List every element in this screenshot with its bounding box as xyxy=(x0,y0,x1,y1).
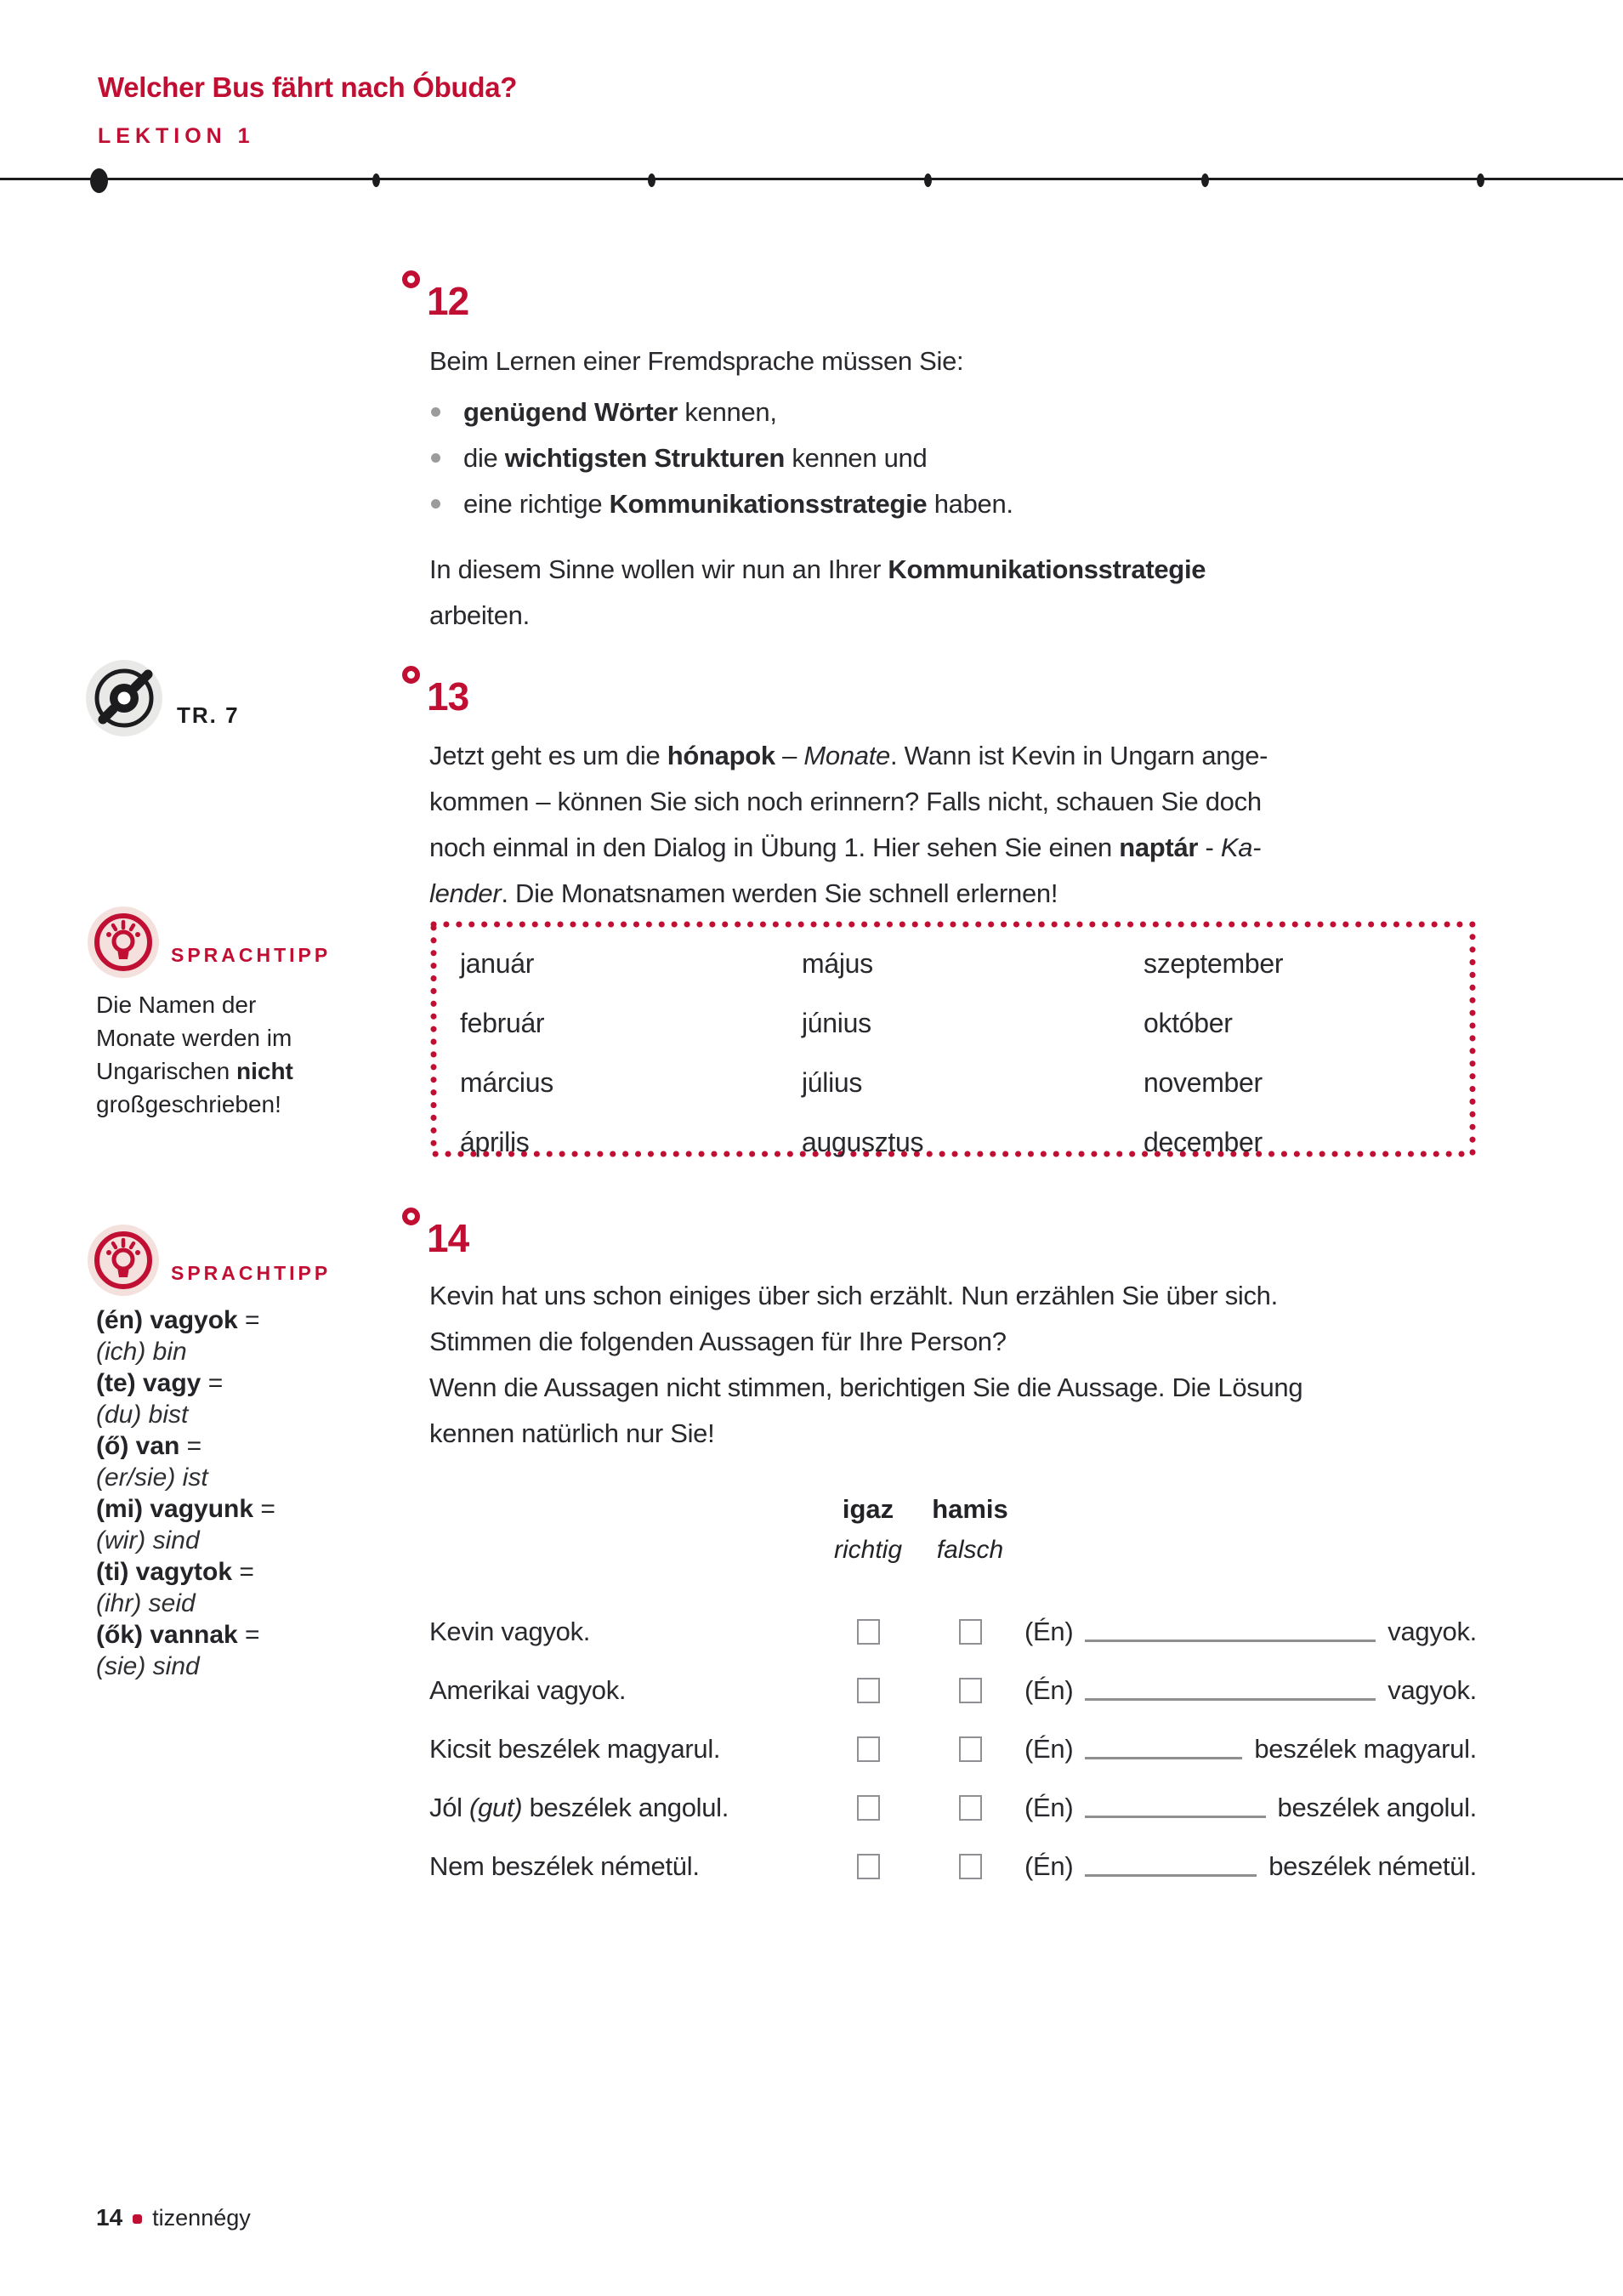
answer-blank[interactable] xyxy=(1085,1640,1376,1642)
bullet-item: die wichtigsten Strukturen kennen und xyxy=(429,435,1013,481)
month-name: április xyxy=(460,1127,530,1157)
page-number: 14 xyxy=(96,2204,123,2231)
conjugation-de: (sie) sind xyxy=(96,1652,200,1680)
sprachtipp-label: SPRACHTIPP xyxy=(171,943,332,966)
month-name: október xyxy=(1143,1008,1233,1038)
sprachtipp-vagyok xyxy=(88,1225,331,1682)
exercise-14-marker xyxy=(402,1206,468,1258)
conjugation-hu: (ti) vagytok = xyxy=(96,1558,254,1586)
conjugation-de: (du) bist xyxy=(96,1401,189,1429)
months-column-3 xyxy=(1143,934,1283,1172)
statement: Nem beszélek németül. xyxy=(429,1850,700,1881)
quiz-row xyxy=(429,1719,1477,1778)
answer-blank[interactable] xyxy=(1085,1874,1257,1877)
quiz-rows xyxy=(429,1602,1477,1895)
exercise-number: 14 xyxy=(427,1216,469,1260)
column-header-falsch: falsch xyxy=(936,1536,1004,1564)
tip-text-line: Monate werden im xyxy=(96,1025,292,1051)
lightbulb-icon xyxy=(88,906,159,978)
conjugation-de: (ihr) seid xyxy=(96,1589,196,1617)
conjugation-hu: (én) vagyok = xyxy=(96,1306,260,1334)
answer-line: (Én) beszélek németül. xyxy=(1024,1850,1477,1881)
month-name: február xyxy=(460,1008,545,1038)
bullet-item: genügend Wörter kennen, xyxy=(429,389,1013,435)
timeline-dot-icon xyxy=(1201,173,1209,187)
checkbox-igaz[interactable] xyxy=(857,1619,880,1645)
conjugation-de: (ich) bin xyxy=(96,1338,187,1366)
month-name: január xyxy=(460,948,535,979)
timeline-dot-icon xyxy=(1477,173,1484,187)
sprachtipp-label: SPRACHTIPP xyxy=(171,1261,332,1284)
month-name: július xyxy=(802,1067,863,1098)
exercise-ring-icon xyxy=(402,270,420,288)
checkbox-hamis[interactable] xyxy=(959,1678,982,1703)
timeline-current-dot-icon xyxy=(90,168,108,193)
month-name: november xyxy=(1143,1067,1263,1098)
column-header-richtig: richtig xyxy=(833,1536,903,1564)
statement: Jól (gut) beszélek angolul. xyxy=(429,1792,729,1822)
month-name: szeptember xyxy=(1143,948,1284,979)
quiz-row xyxy=(429,1661,1477,1719)
bullet-icon xyxy=(431,499,440,509)
tip-text-line: großgeschrieben! xyxy=(96,1091,281,1117)
calendar-box xyxy=(429,920,1477,1158)
exercise-number: 12 xyxy=(427,279,469,323)
dotted-border-icon xyxy=(429,920,1477,1158)
conjugation-hu: (mi) vagyunk = xyxy=(96,1495,275,1523)
answer-blank[interactable] xyxy=(1085,1698,1376,1701)
footer-dot-icon xyxy=(133,2214,142,2224)
lightbulb-icon xyxy=(88,1225,159,1296)
exercise-12-intro: Beim Lernen einer Fremdsprache müssen Sie: xyxy=(429,346,964,376)
answer-line: (Én) beszélek angolul. xyxy=(1024,1792,1477,1822)
chapter-timeline xyxy=(0,178,1623,180)
checkbox-igaz[interactable] xyxy=(857,1854,880,1879)
checkbox-igaz[interactable] xyxy=(857,1736,880,1762)
column-header-hamis: hamis xyxy=(932,1494,1008,1524)
months-column-2 xyxy=(802,934,923,1172)
answer-blank[interactable] xyxy=(1085,1757,1242,1759)
exercise-number: 13 xyxy=(427,674,469,719)
answer-line: (Én) beszélek magyarul. xyxy=(1024,1733,1477,1764)
month-name: május xyxy=(802,948,873,979)
conjugation-hu: (te) vagy = xyxy=(96,1369,224,1397)
page-footer xyxy=(96,2204,251,2231)
checkbox-hamis[interactable] xyxy=(959,1619,982,1645)
month-name: augusztus xyxy=(802,1127,924,1157)
answer-line: (Én) vagyok. xyxy=(1024,1674,1477,1705)
exercise-12-marker xyxy=(402,269,468,321)
audio-track-label: TR. 7 xyxy=(177,702,240,728)
bullet-icon xyxy=(431,407,440,417)
checkbox-hamis[interactable] xyxy=(959,1795,982,1821)
conjugation-de: (er/sie) ist xyxy=(96,1463,208,1492)
bullet-icon xyxy=(431,453,440,463)
page-title: Welcher Bus fährt nach Óbuda? xyxy=(98,71,518,103)
quiz-header xyxy=(429,1488,1477,1570)
tip-text-line: Die Namen der xyxy=(96,992,257,1018)
month-name: december xyxy=(1143,1127,1263,1157)
months-column-1 xyxy=(460,934,553,1172)
month-name: június xyxy=(802,1008,871,1038)
exercise-13-marker xyxy=(402,664,469,719)
quiz-row xyxy=(429,1602,1477,1661)
cd-icon xyxy=(85,659,163,737)
quiz-row xyxy=(429,1837,1477,1895)
lesson-label: LEKTION 1 xyxy=(98,124,255,148)
month-name: március xyxy=(460,1067,553,1098)
exercise-13-text: Jetzt geht es um die hónapok – Monate. Wann ist Kevin in Ungarn ange- kommen – können Sie sich noch erinnern? Falls nicht, schauen Sie doch noch einmal in den Dialog in Übung 1. Hier sehen Sie einen naptár - Ka- lender. Die Monatsnamen werden Sie schnell erlernen! xyxy=(429,741,1268,908)
answer-line: (Én) vagyok. xyxy=(1024,1616,1477,1646)
column-header-igaz: igaz xyxy=(842,1494,894,1524)
audio-track-badge xyxy=(85,659,240,737)
conjugation-de: (wir) sind xyxy=(96,1526,200,1554)
exercise-ring-icon xyxy=(402,1208,420,1225)
timeline-dot-icon xyxy=(372,173,380,187)
quiz-row xyxy=(429,1778,1477,1837)
checkbox-hamis[interactable] xyxy=(959,1736,982,1762)
exercise-ring-icon xyxy=(402,666,420,684)
conjugation-hu: (ők) vannak = xyxy=(96,1621,260,1649)
statement: Kicsit beszélek magyarul. xyxy=(429,1733,721,1764)
timeline-dot-icon xyxy=(648,173,655,187)
timeline-dot-icon xyxy=(924,173,932,187)
checkbox-igaz[interactable] xyxy=(857,1795,880,1821)
page-number-word: tizennégy xyxy=(152,2204,251,2231)
checkbox-igaz[interactable] xyxy=(857,1678,880,1703)
checkbox-hamis[interactable] xyxy=(959,1854,982,1879)
answer-blank[interactable] xyxy=(1085,1816,1265,1818)
bullet-item: eine richtige Kommunikationsstrategie haben. xyxy=(429,481,1013,527)
statement: Kevin vagyok. xyxy=(429,1616,591,1646)
statement: Amerikai vagyok. xyxy=(429,1674,627,1705)
exercise-12-bullets xyxy=(429,389,1013,527)
sprachtipp-months xyxy=(88,906,331,1121)
conjugation-hu: (ő) van = xyxy=(96,1432,202,1460)
tip-text-line: Ungarischen nicht xyxy=(96,1058,293,1084)
exercise-14-text: Kevin hat uns schon einiges über sich erzählt. Nun erzählen Sie über sich. Stimmen die folgenden Aussagen für Ihre Person? Wenn die Aussagen nicht stimmen, berichtigen Sie die Aussage. Die Lösung kennen natürlich nur Sie! xyxy=(429,1281,1303,1448)
exercise-12-closing: In diesem Sinne wollen wir nun an Ihrer Kommunikationsstrategie arbeiten. xyxy=(429,554,1206,630)
